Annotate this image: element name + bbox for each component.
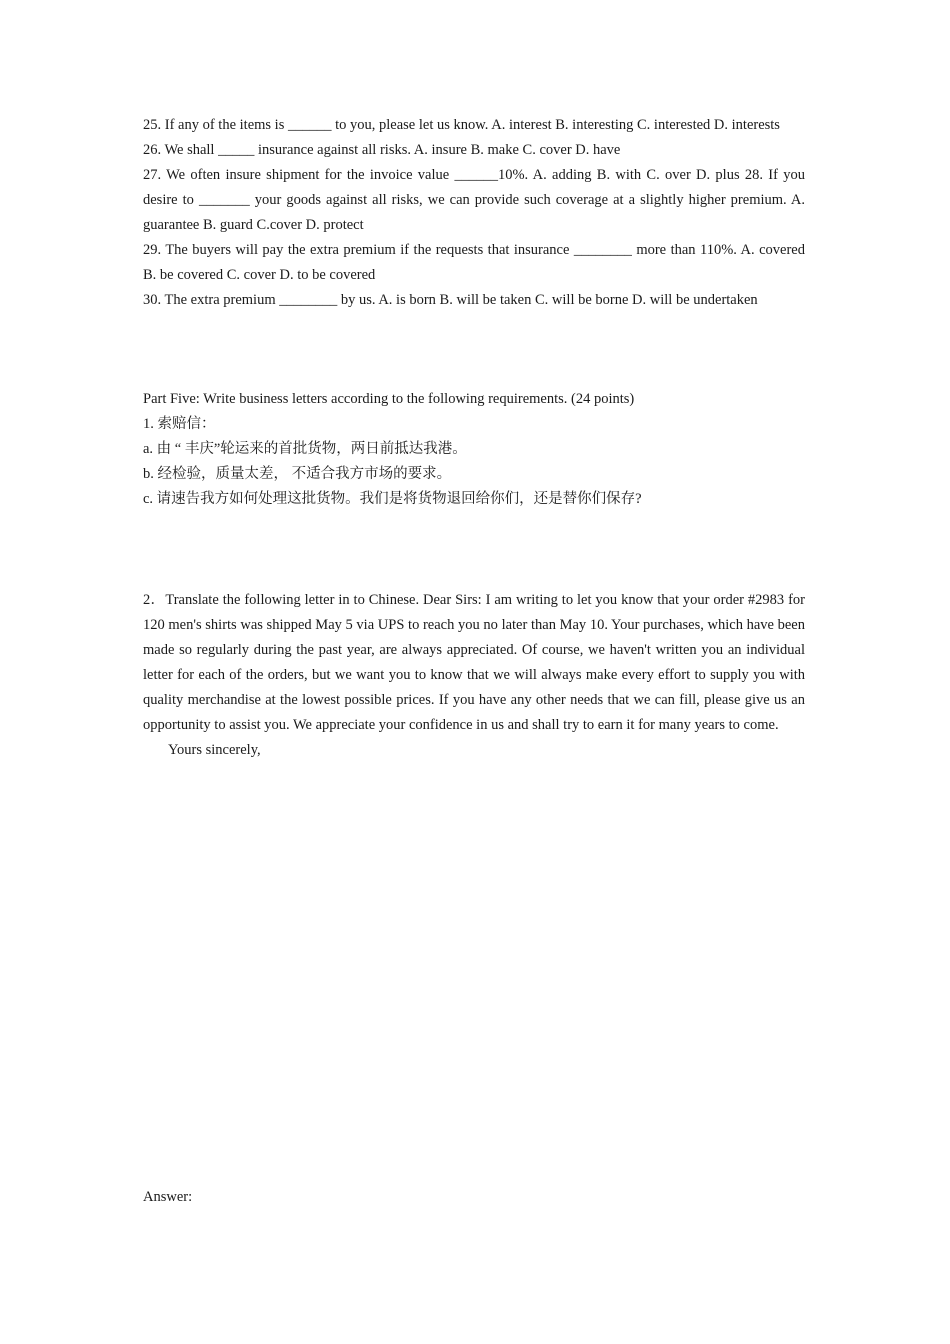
translation-task: 2．Translate the following letter in to Chinese. Dear Sirs: I am writing to let you know that your order #2983 for 120 men's shirts was shipped May 5 via UPS to reach you no later than May 10. Your purchases, which have been made so regularly during the past year, are always appreciated. Of course, we haven't written you an individual letter for each of the orders, but we want you to know that we will always make every effort to supply you with quality merchandise at the lowest possible prices. If you have any other needs that we can fill, please give us an opportunity to assist you. We appreciate your confidence in us and shall try to earn it for many years to come. bbox=[143, 592, 805, 733]
claim-point-b: b. 经检验，质量太差， 不适合我方市场的要求。 bbox=[143, 466, 452, 482]
question-26: 26. We shall _____ insurance against all risks. A. insure B. make C. cover D. have bbox=[143, 142, 621, 158]
spacer bbox=[143, 313, 805, 387]
letter-closing: Yours sincerely, bbox=[168, 742, 261, 758]
claim-letter-title: 1. 索赔信： bbox=[143, 416, 216, 432]
claim-point-a: a. 由 “ 丰庆”轮运来的首批货物，两日前抵达我港。 bbox=[143, 441, 467, 457]
question-27-28: 27. We often insure shipment for the invoice value ______10%. A. adding B. with C. over D. plus 28. If you desire to _______ your goods against all risks, we can provide such coverage at a slightly higher premium. A. guarantee B. guard C.cover D. protect bbox=[143, 167, 805, 233]
spacer bbox=[143, 512, 805, 588]
question-30: 30. The extra premium ________ by us. A. is born B. will be taken C. will be borne D. will be undertaken bbox=[143, 292, 758, 308]
claim-point-c: c. 请速告我方如何处理这批货物。我们是将货物退回给你们，还是替你们保存? bbox=[143, 491, 642, 507]
question-29: 29. The buyers will pay the extra premium if the requests that insurance ________ more than 110%. A. covered B. be covered C. cover D. to be covered bbox=[143, 242, 805, 283]
document-body bbox=[143, 113, 805, 763]
question-25: 25. If any of the items is ______ to you, please let us know. A. interest B. interesting C. interested D. interests bbox=[143, 117, 780, 133]
part-five-heading: Part Five: Write business letters according to the following requirements. (24 points) bbox=[143, 391, 635, 407]
answer-label: Answer: bbox=[143, 1189, 193, 1205]
